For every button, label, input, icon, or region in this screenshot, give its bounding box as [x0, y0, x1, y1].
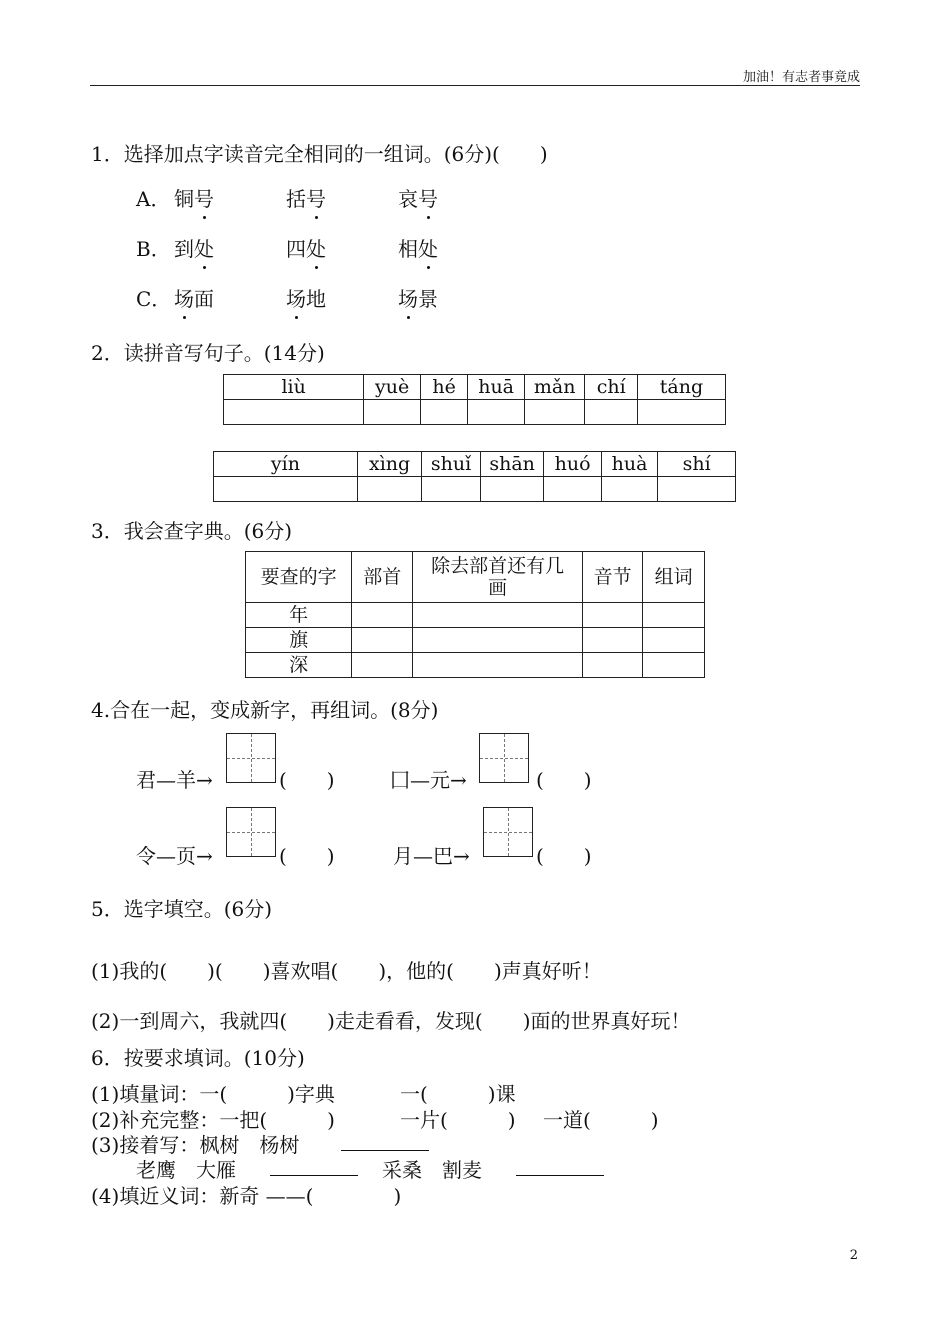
answer-paren: ( ): [536, 844, 592, 868]
option-label: B．: [136, 237, 171, 261]
pinyin-cell: shān: [480, 452, 544, 477]
q6-line-4: (4)填近义词：新奇 ——( ): [91, 1184, 402, 1208]
option-word: 相处: [398, 233, 438, 262]
header-char: 要查的字: [246, 552, 352, 603]
writing-grid[interactable]: [226, 807, 276, 857]
option-label: C．: [136, 287, 172, 311]
option-word: 场面: [174, 283, 214, 312]
char-cell: 深: [246, 653, 352, 678]
q2-title: 2．读拼音写句子。(14分): [91, 341, 325, 365]
pinyin-cell: yín: [214, 452, 358, 477]
q6-line-3c: 采桑 割麦: [382, 1158, 482, 1182]
pinyin-cell: hé: [420, 375, 467, 400]
pinyin-cell: yuè: [364, 375, 421, 400]
pinyin-cell: huó: [544, 452, 601, 477]
page-number: 2: [849, 1248, 858, 1263]
pinyin-cell: liù: [224, 375, 364, 400]
pinyin-cell: mǎn: [524, 375, 585, 400]
option-word: 铜号: [174, 183, 214, 212]
pinyin-cell: shí: [658, 452, 736, 477]
q6-title: 6．按要求填词。(10分): [91, 1046, 305, 1070]
pinyin-cell: shuǐ: [422, 452, 481, 477]
q6-line-3a: (3)接着写：枫树 杨树: [91, 1133, 300, 1157]
blank-line[interactable]: [516, 1157, 604, 1181]
q6-line-3b: 老鹰 大雁: [136, 1158, 236, 1182]
header-motto: 加油！有志者事竟成: [742, 70, 860, 85]
pinyin-table-1: [223, 374, 726, 425]
combine-item-4: 月—巴→: [393, 844, 470, 868]
option-word: 到处: [174, 233, 214, 262]
combine-item-3: 令—页→: [136, 844, 213, 868]
blank-line[interactable]: [270, 1157, 358, 1181]
pinyin-table-2: [213, 451, 736, 502]
writing-grid[interactable]: [226, 733, 276, 783]
header-word: 组词: [643, 552, 705, 603]
option-word: 场景: [398, 283, 438, 312]
q5-title: 5．选字填空。(6分): [91, 897, 273, 921]
q5-sentence-2: (2)一到周六，我就四( )走走看看，发现( )面的世界真好玩！: [91, 1009, 691, 1033]
answer-paren: ( ): [536, 768, 592, 792]
q6-line-1a: (1)填量词：一( )字典: [91, 1082, 335, 1106]
q1-title: 1．选择加点字读音完全相同的一组词。(6分)( ): [91, 142, 548, 166]
pinyin-cell: xìng: [357, 452, 421, 477]
pinyin-cell: táng: [637, 375, 725, 400]
q6-line-2c: 一道( ): [543, 1108, 659, 1132]
pinyin-cell: huà: [601, 452, 657, 477]
pinyin-cell: huā: [468, 375, 525, 400]
dictionary-table: [245, 551, 705, 678]
blank-line[interactable]: [341, 1132, 429, 1156]
q5-sentence-1: (1)我的( )( )喜欢唱( )，他的( )声真好听！: [91, 959, 602, 983]
char-cell: 年: [246, 603, 352, 628]
option-word: 四处: [286, 233, 326, 262]
header-strokes: 除去部首还有几画: [413, 552, 583, 603]
header-radical: 部首: [352, 552, 413, 603]
header-syllable: 音节: [583, 552, 643, 603]
combine-item-1: 君—羊→: [136, 768, 213, 792]
q6-line-1b: 一( )课: [400, 1082, 516, 1106]
option-word: 场地: [286, 283, 326, 312]
option-word: 括号: [286, 183, 326, 212]
answer-paren: ( ): [279, 844, 335, 868]
writing-grid[interactable]: [479, 733, 529, 783]
answer-paren: ( ): [279, 768, 335, 792]
option-word: 哀号: [398, 183, 438, 212]
header-rule: [90, 85, 860, 86]
q4-title: 4.合在一起，变成新字，再组词。(8分): [91, 698, 439, 722]
pinyin-cell: chí: [585, 375, 637, 400]
option-label: A．: [136, 187, 171, 211]
char-cell: 旗: [246, 628, 352, 653]
writing-grid[interactable]: [483, 807, 533, 857]
combine-item-2: 囗—元→: [390, 768, 467, 792]
q6-line-2a: (2)补充完整：一把( ): [91, 1108, 335, 1132]
q3-title: 3．我会查字典。(6分): [91, 519, 293, 543]
q6-line-2b: 一片( ): [400, 1108, 516, 1132]
